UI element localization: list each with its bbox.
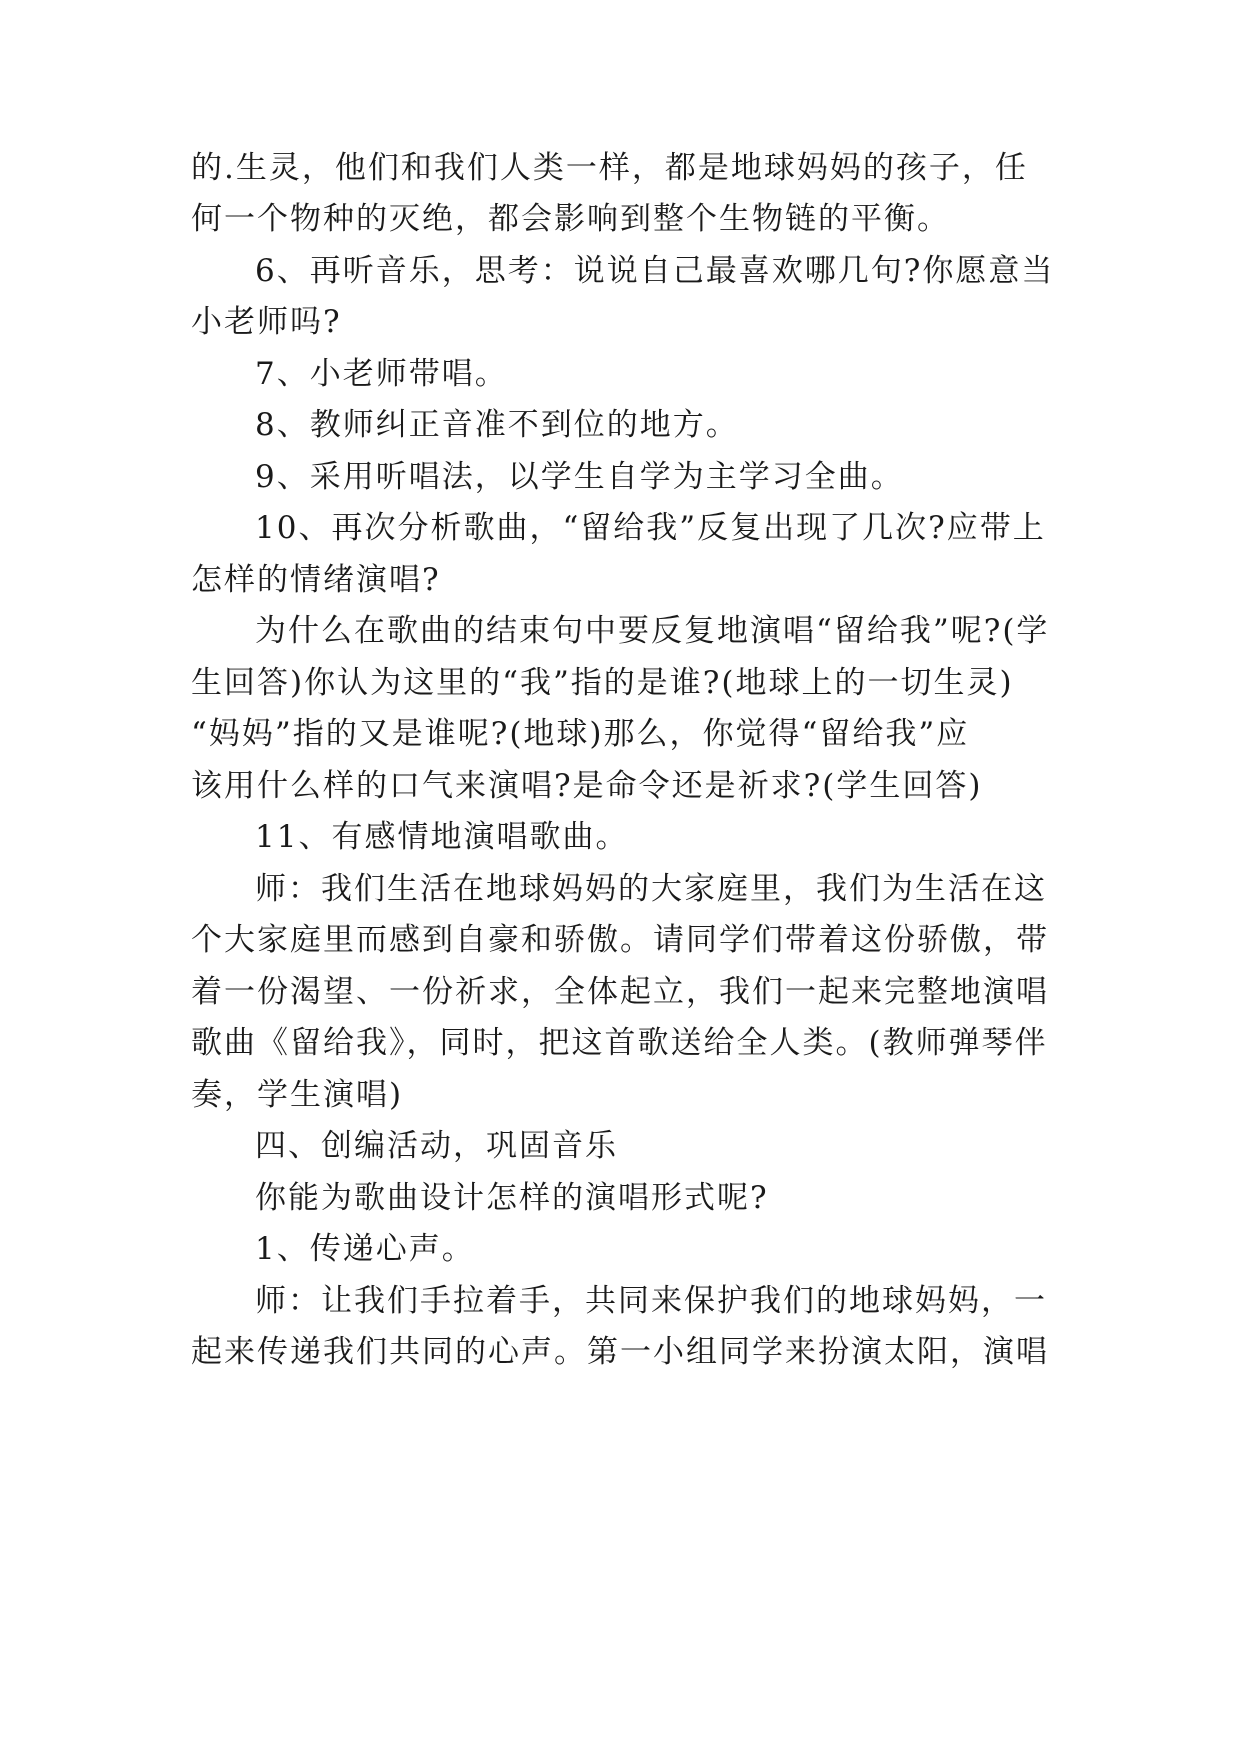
text-line: 师：让我们手拉着手，共同来保护我们的地球妈妈，一	[255, 1283, 1047, 1319]
text-line: 11、有感情地演唱歌曲。	[255, 819, 629, 855]
text-line: 你能为歌曲设计怎样的演唱形式呢?	[255, 1180, 769, 1216]
text-line: 着一份渴望、一份祈求，全体起立，我们一起来完整地演唱	[191, 974, 1049, 1010]
text-line: 生回答)你认为这里的“我”指的是谁?(地球上的一切生灵)	[191, 665, 1014, 701]
text-line: 小老师吗?	[191, 304, 342, 340]
text-line: “妈妈”指的又是谁呢?(地球)那么，你觉得“留给我”应	[191, 716, 970, 752]
text-line: 10、再次分析歌曲，“留给我”反复出现了几次?应带上	[255, 510, 1046, 546]
text-line: 何一个物种的灭绝，都会影响到整个生物链的平衡。	[191, 201, 950, 237]
text-line: 个大家庭里而感到自豪和骄傲。请同学们带着这份骄傲，带	[191, 922, 1049, 958]
text-line: 9、采用听唱法，以学生自学为主学习全曲。	[255, 459, 904, 495]
text-line: 的.生灵，他们和我们人类一样，都是地球妈妈的孩子，任	[191, 150, 1028, 186]
text-line: 7、小老师带唱。	[255, 356, 508, 392]
text-line: 奏，学生演唱)	[191, 1077, 404, 1113]
text-line: 1、传递心声。	[255, 1231, 475, 1267]
text-line: 起来传递我们共同的心声。第一小组同学来扮演太阳，演唱	[191, 1334, 1049, 1370]
section-heading: 四、创编活动，巩固音乐	[255, 1128, 618, 1164]
text-line: 怎样的情绪演唱?	[191, 562, 441, 598]
text-line: 该用什么样的口气来演唱?是命令还是祈求?(学生回答)	[191, 768, 983, 804]
text-line: 师：我们生活在地球妈妈的大家庭里，我们为生活在这	[255, 871, 1047, 907]
text-line: 8、教师纠正音准不到位的地方。	[255, 407, 739, 443]
text-line: 为什么在歌曲的结束句中要反复地演唱“留给我”呢?(学	[255, 613, 1050, 649]
text-line: 歌曲《留给我》，同时，把这首歌送给全人类。(教师弹琴伴	[191, 1025, 1048, 1061]
text-line: 6、再听音乐，思考：说说自己最喜欢哪几句?你愿意当	[255, 253, 1055, 289]
